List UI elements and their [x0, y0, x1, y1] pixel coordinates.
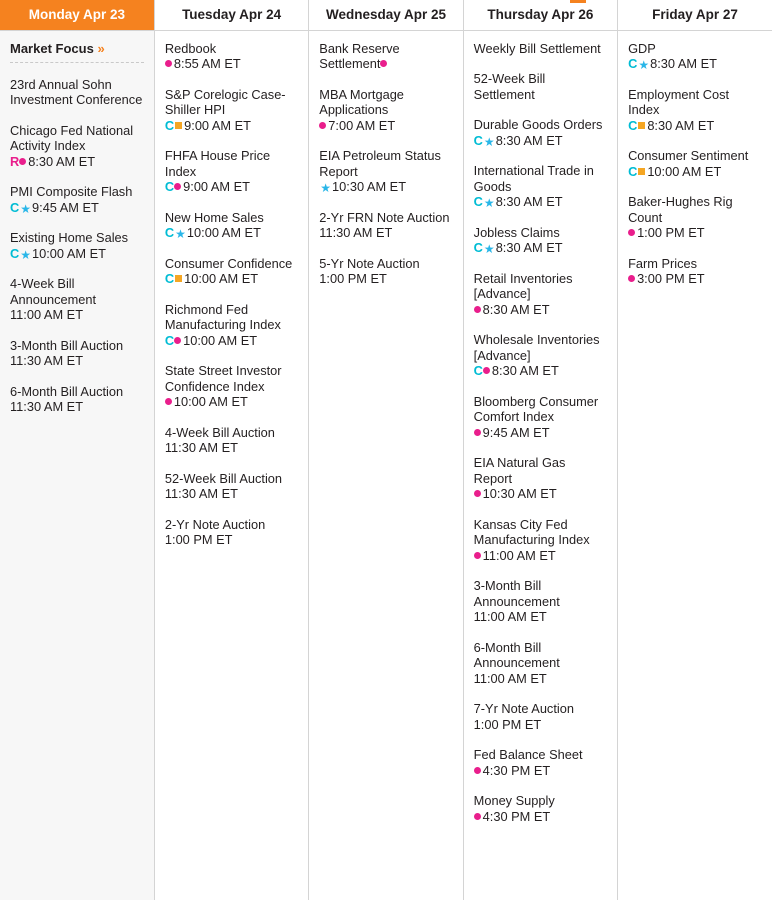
day-header-label: Wednesday Apr 25 — [325, 6, 446, 22]
market-focus-label: Market Focus — [10, 40, 94, 56]
calendar-event[interactable] — [165, 302, 298, 349]
day-column-1 — [0, 30, 154, 900]
event-time: 10:00 AM ET — [184, 271, 259, 286]
calendar-event[interactable] — [474, 332, 607, 379]
calendar-event[interactable] — [165, 471, 298, 502]
event-time: 11:30 AM ET — [319, 225, 393, 240]
calendar-event[interactable] — [474, 41, 607, 57]
day-column-2 — [154, 30, 308, 900]
calendar-event[interactable] — [474, 517, 607, 564]
event-time-line — [165, 271, 298, 287]
event-time: 10:30 AM ET — [482, 486, 557, 501]
revision-marker-icon: R — [10, 153, 20, 169]
day-column-5 — [618, 30, 772, 900]
event-time-line — [380, 56, 389, 71]
blue-star-icon: ★ — [20, 247, 32, 262]
event-name[interactable]: Redbook — [164, 40, 217, 56]
consensus-marker-icon: C — [10, 245, 20, 261]
event-name[interactable]: Weekly Bill Settlement — [473, 40, 601, 56]
consensus-marker-icon: C — [473, 240, 483, 255]
event-time-line — [474, 425, 607, 441]
orange-square-icon — [638, 122, 645, 129]
blue-star-icon: ★ — [483, 134, 495, 149]
event-time: 11:00 AM ET — [473, 670, 547, 686]
calendar-event[interactable] — [165, 425, 298, 456]
event-time: 8:30 AM ET — [495, 132, 563, 148]
calendar-event[interactable] — [165, 210, 298, 241]
event-name[interactable]: Bloomberg Consumer Comfort Index — [473, 393, 599, 424]
calendar-event[interactable] — [474, 747, 607, 778]
event-time: 1:00 PM ET — [637, 225, 705, 240]
pink-dot-icon — [474, 767, 481, 774]
top-accent-stub — [570, 0, 586, 3]
calendar-event[interactable] — [10, 338, 144, 369]
calendar-event[interactable] — [474, 71, 607, 102]
event-time: 11:30 AM ET — [10, 353, 84, 368]
event-time: 11:30 AM ET — [164, 486, 238, 501]
event-name[interactable]: 6-Month Bill Announcement — [473, 639, 560, 670]
event-time-line — [474, 809, 607, 825]
event-time-line — [10, 154, 144, 170]
event-time: 11:00 AM ET — [10, 307, 84, 322]
day-header-label: Tuesday Apr 24 — [182, 6, 282, 22]
event-time-line — [319, 271, 452, 287]
calendar-event[interactable] — [474, 394, 607, 441]
event-name[interactable]: 5-Yr Note Auction — [319, 255, 420, 271]
pink-dot-icon — [165, 60, 172, 67]
event-name[interactable]: 52-Week Bill Auction — [164, 470, 283, 486]
event-name[interactable]: 3-Month Bill Auction — [10, 337, 124, 353]
event-time-line — [10, 399, 144, 415]
event-name[interactable]: Chicago Fed National Activity Index — [10, 122, 134, 153]
calendar-event[interactable] — [165, 41, 298, 72]
event-time: 11:30 AM ET — [164, 440, 238, 455]
event-time-line — [165, 225, 298, 241]
event-name[interactable]: Retail Inventories [Advance] — [473, 270, 573, 301]
blue-star-icon: ★ — [483, 196, 495, 210]
consensus-marker-icon: C — [628, 56, 638, 71]
event-name[interactable]: PMI Composite Flash — [10, 184, 133, 199]
calendar-event[interactable] — [319, 87, 452, 134]
event-name[interactable]: Richmond Fed Manufacturing Index — [164, 301, 281, 332]
calendar-event[interactable] — [165, 517, 298, 548]
event-time: 9:45 AM ET — [32, 199, 99, 215]
event-name[interactable]: International Trade in Goods — [473, 163, 594, 194]
blue-star-icon: ★ — [175, 227, 186, 241]
event-time-line — [165, 394, 298, 410]
consensus-marker-icon: C — [164, 225, 175, 240]
event-time: 8:30 AM ET — [491, 363, 559, 378]
calendar-event[interactable] — [474, 271, 607, 318]
event-time-line — [319, 179, 452, 195]
pink-dot-icon — [165, 398, 172, 405]
calendar-event[interactable] — [319, 41, 452, 72]
event-time-line — [165, 56, 298, 72]
pink-dot-icon — [628, 229, 635, 236]
calendar-header-row — [0, 0, 772, 30]
calendar-event[interactable] — [474, 793, 607, 824]
event-time: 1:00 PM ET — [319, 271, 387, 286]
event-time: 11:30 AM ET — [10, 399, 84, 414]
consensus-marker-icon: C — [164, 117, 175, 133]
event-name[interactable]: Consumer Sentiment — [628, 148, 749, 163]
calendar-event[interactable] — [10, 77, 144, 108]
pink-dot-icon — [474, 552, 481, 559]
event-time-line — [474, 194, 607, 210]
pink-dot-icon — [628, 275, 635, 282]
calendar-event[interactable] — [165, 87, 298, 134]
pink-dot-icon — [474, 429, 481, 436]
event-time-line — [165, 333, 298, 349]
event-name[interactable]: State Street Investor Confidence Index — [164, 363, 282, 394]
pink-dot-icon — [319, 122, 326, 129]
event-time: 7:00 AM ET — [328, 117, 396, 133]
pink-dot-icon — [174, 337, 181, 344]
event-name[interactable]: S&P Corelogic Case-Shiller HPI — [164, 86, 286, 117]
event-time: 10:30 AM ET — [332, 179, 407, 194]
calendar-event[interactable] — [474, 640, 607, 687]
event-name[interactable]: 52-Week Bill Settlement — [473, 71, 546, 102]
event-time-line — [474, 609, 607, 625]
blue-star-icon: ★ — [638, 58, 650, 72]
event-time: 9:45 AM ET — [482, 424, 550, 440]
event-time: 10:00 AM ET — [183, 332, 258, 348]
event-time: 9:00 AM ET — [184, 117, 251, 133]
consensus-marker-icon: C — [164, 332, 175, 348]
day-header-3[interactable] — [309, 0, 463, 30]
event-time: 11:00 AM ET — [482, 547, 556, 563]
event-time-line — [474, 763, 607, 779]
event-time: 8:30 AM ET — [482, 301, 550, 317]
event-time-line — [10, 307, 144, 323]
event-name[interactable]: MBA Mortgage Applications — [319, 86, 404, 117]
calendar-event[interactable] — [474, 225, 607, 256]
event-time-line — [319, 225, 452, 241]
event-time-line — [474, 548, 607, 564]
day-column-4 — [463, 30, 617, 900]
pink-dot-icon — [474, 813, 481, 820]
calendar-event[interactable] — [319, 148, 452, 195]
event-time: 8:30 AM ET — [495, 194, 563, 209]
event-time-line — [474, 133, 607, 149]
consensus-marker-icon: C — [10, 199, 20, 215]
pink-dot-icon — [174, 183, 181, 190]
calendar-event[interactable] — [165, 256, 298, 287]
event-time-line — [474, 717, 607, 733]
event-time-line — [10, 246, 144, 262]
event-time: 8:30 AM ET — [495, 240, 563, 255]
calendar-event[interactable] — [628, 256, 762, 287]
event-time-line — [628, 225, 762, 241]
event-time: 3:00 PM ET — [637, 271, 705, 286]
calendar-event[interactable] — [10, 184, 144, 215]
event-time: 8:55 AM ET — [173, 56, 241, 71]
event-name[interactable]: FHFA House Price Index — [164, 148, 271, 179]
market-focus-link[interactable] — [10, 41, 144, 56]
calendar-event[interactable] — [474, 578, 607, 625]
event-time: 4:30 PM ET — [482, 808, 551, 824]
day-header-label: Monday Apr 23 — [28, 6, 126, 22]
event-name[interactable]: 6-Month Bill Auction — [10, 383, 124, 399]
event-name[interactable]: Baker-Hughes Rig Count — [628, 194, 733, 225]
event-time: 8:30 AM ET — [28, 153, 96, 169]
calendar-event[interactable] — [628, 87, 762, 134]
event-time-line — [10, 353, 144, 369]
event-time: 8:30 AM ET — [650, 56, 717, 71]
calendar-event[interactable] — [319, 210, 452, 241]
calendar-event[interactable] — [10, 384, 144, 415]
event-name[interactable]: Durable Goods Orders — [473, 117, 603, 132]
event-name[interactable]: Fed Balance Sheet — [473, 747, 583, 762]
event-time-line — [165, 440, 298, 456]
event-time-line — [628, 164, 762, 180]
calendar-event[interactable] — [165, 148, 298, 195]
calendar-event[interactable] — [628, 194, 762, 241]
calendar-event[interactable] — [628, 148, 762, 179]
calendar-event[interactable] — [10, 230, 144, 261]
pink-dot-icon — [483, 367, 490, 374]
event-name[interactable]: Kansas City Fed Manufacturing Index — [473, 516, 590, 547]
calendar-event[interactable] — [628, 41, 762, 72]
event-name[interactable]: Employment Cost Index — [628, 86, 730, 117]
event-name[interactable]: Jobless Claims — [473, 224, 560, 240]
pink-dot-icon — [19, 158, 26, 165]
event-time-line — [628, 271, 762, 287]
orange-square-icon — [638, 168, 645, 175]
consensus-marker-icon: C — [164, 271, 175, 286]
event-time: 10:00 AM ET — [173, 394, 248, 409]
event-name[interactable]: 4-Week Bill Announcement — [10, 276, 97, 307]
event-time: 10:00 AM ET — [32, 245, 106, 261]
event-name[interactable]: Consumer Confidence — [164, 255, 293, 271]
event-time-line — [474, 486, 607, 502]
event-time: 4:30 PM ET — [482, 762, 551, 778]
event-name[interactable]: EIA Natural Gas Report — [473, 455, 566, 486]
event-name[interactable]: Bank Reserve Settlement — [319, 40, 400, 71]
event-time-line — [165, 118, 298, 134]
event-name[interactable]: GDP — [628, 40, 656, 56]
calendar-event[interactable] — [474, 455, 607, 502]
event-time: 9:00 AM ET — [183, 179, 250, 194]
consensus-marker-icon: C — [628, 163, 638, 179]
day-header-label: Thursday Apr 26 — [487, 6, 594, 22]
orange-square-icon — [175, 122, 182, 129]
day-column-3 — [309, 30, 463, 900]
event-time-line — [165, 532, 298, 548]
calendar-event[interactable] — [474, 163, 607, 210]
orange-square-icon — [175, 275, 182, 282]
consensus-marker-icon: C — [473, 132, 483, 148]
calendar-event[interactable] — [10, 123, 144, 170]
event-time-line — [165, 486, 298, 502]
calendar-body — [0, 30, 772, 900]
market-focus-divider — [10, 62, 144, 63]
blue-star-icon: ★ — [483, 242, 495, 256]
event-time-line — [474, 302, 607, 318]
day-header-4[interactable] — [463, 0, 617, 30]
event-time: 10:00 AM ET — [647, 163, 722, 179]
consensus-marker-icon: C — [628, 117, 638, 133]
day-header-1[interactable] — [0, 0, 154, 30]
pink-dot-icon — [474, 490, 481, 497]
calendar-event[interactable] — [165, 363, 298, 410]
event-time-line — [474, 671, 607, 687]
event-time-line — [628, 56, 762, 72]
event-time-line — [319, 118, 452, 134]
day-header-2[interactable] — [154, 0, 308, 30]
event-name[interactable]: EIA Petroleum Status Report — [319, 148, 441, 179]
consensus-marker-icon: C — [473, 194, 483, 209]
blue-star-icon: ★ — [320, 181, 332, 195]
event-name[interactable]: New Home Sales — [164, 209, 264, 225]
event-time-line — [10, 200, 144, 216]
event-name[interactable]: 23rd Annual Sohn Investment Conference — [10, 76, 143, 107]
event-time-line — [474, 363, 607, 379]
calendar-event[interactable] — [10, 276, 144, 323]
pink-dot-icon — [474, 306, 481, 313]
event-time-line — [474, 240, 607, 256]
event-time: 11:00 AM ET — [473, 609, 547, 624]
event-name[interactable]: 2-Yr FRN Note Auction — [319, 209, 450, 225]
event-time: 10:00 AM ET — [186, 225, 261, 240]
event-time: 8:30 AM ET — [647, 117, 715, 133]
calendar-event[interactable] — [319, 256, 452, 287]
event-time-line — [628, 118, 762, 134]
event-time: 1:00 PM ET — [473, 716, 542, 732]
blue-star-icon: ★ — [20, 201, 32, 216]
event-name[interactable]: Farm Prices — [628, 255, 698, 271]
pink-dot-icon — [380, 60, 387, 67]
event-name[interactable]: 7-Yr Note Auction — [473, 701, 574, 716]
consensus-marker-icon: C — [164, 179, 175, 194]
calendar-event[interactable] — [474, 117, 607, 148]
calendar-event[interactable] — [474, 701, 607, 732]
day-header-label: Friday Apr 27 — [652, 6, 738, 22]
event-time-line — [165, 179, 298, 195]
event-name[interactable]: Existing Home Sales — [10, 230, 129, 245]
event-name[interactable]: 3-Month Bill Announcement — [473, 578, 560, 609]
market-focus-arrow-icon: » — [97, 40, 105, 56]
event-name[interactable]: 2-Yr Note Auction — [164, 516, 266, 532]
event-name[interactable]: Wholesale Inventories [Advance] — [473, 332, 600, 363]
event-name[interactable]: 4-Week Bill Auction — [164, 424, 275, 440]
event-time: 1:00 PM ET — [164, 532, 233, 547]
event-name[interactable]: Money Supply — [473, 793, 555, 808]
day-header-5[interactable] — [618, 0, 772, 30]
consensus-marker-icon: C — [473, 363, 483, 378]
